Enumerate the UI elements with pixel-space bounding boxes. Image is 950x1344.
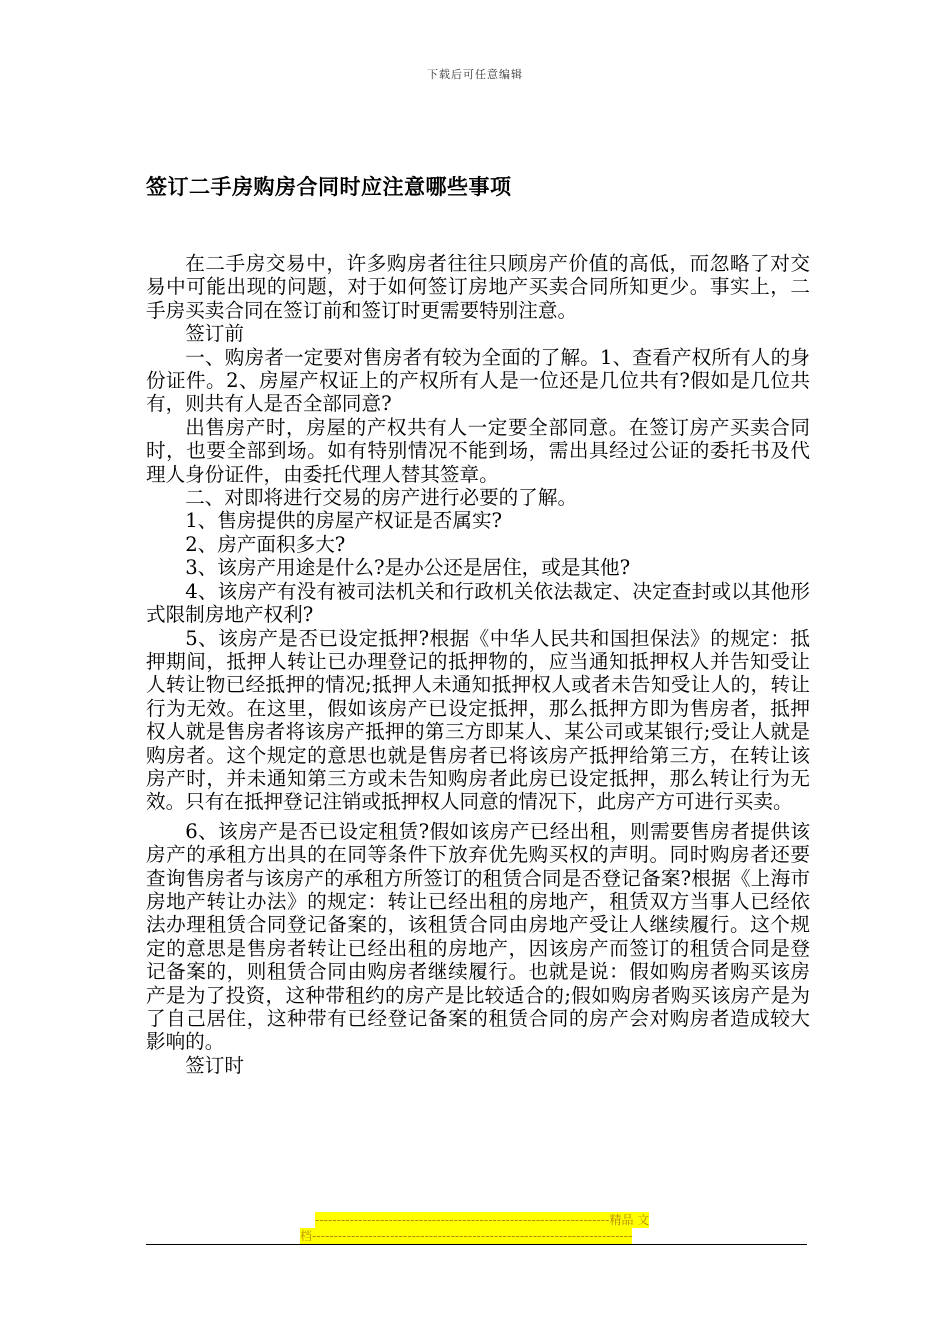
intro-paragraph: 在二手房交易中，许多购房者往往只顾房产价值的高低，而忽略了对交易中可能出现的问题，对于如何签订房地产买卖合同所知更少。事实上，二手房买卖合同在签订前和签订时更需要特别注意。 — [146, 252, 810, 322]
section-heading-when-signing: 签订时 — [185, 1053, 244, 1077]
document-title: 签订二手房购房合同时应注意哪些事项 — [146, 175, 512, 199]
list-item-certificate: 1、售房提供的房屋产权证是否属实? — [185, 509, 503, 533]
footer-divider — [146, 1244, 807, 1245]
document-body — [146, 252, 810, 1077]
footer-line-2: 档-------------------------------------------------------------------------- — [300, 1229, 633, 1243]
list-item-usage: 3、该房产用途是什么?是办公还是居住，或是其他? — [185, 556, 631, 580]
list-item-mortgage: 5、该房产是否已设定抵押?根据《中华人民共和国担保法》的规定：抵押期间，抵押人转让已办理登记的抵押物的，应当通知抵押权人并告知受让人转让物已经抵押的情况;抵押人未通知抵押权人或者未告知受让人的，转让行为无效。在这里，假如该房产已设定抵押，那么抵押方即为售房者，抵押权人就是售房者将该房产抵押的第三方即某人、某公司或某银行;受让人就是购房者。这个规定的意思也就是售房者已将该房产抵押给第三方，在转让该房产时，并未通知第三方或未告知购房者此房已设定抵押，那么转让行为无效。只有在抵押登记注销或抵押权人同意的情况下，此房产方可进行买卖。 — [146, 626, 810, 814]
section-heading-before-signing: 签订前 — [185, 322, 244, 346]
list-item-area: 2、房产面积多大? — [185, 532, 346, 556]
footer-line-1: --------------------------------------------------------------------精品 文 — [315, 1213, 650, 1227]
list-item-lease: 6、该房产是否已设定租赁?假如该房产已经出租，则需要售房者提供该房产的承租方出具的在同等条件下放弃优先购买权的声明。同时购房者还要查询售房者与该房产的承租方所签订的租赁合同是否登记备案?根据《上海市房地产转让办法》的规定：转让已经出租的房地产，租赁双方当事人已经依法办理租赁合同登记备案的，该租赁合同由房地产受让人继续履行。这个规定的意思是售房者转让已经出租的房地产，因该房产而签订的租赁合同是登记备案的，则租赁合同由购房者继续履行。也就是说：假如购房者购买该房产是为了投资，这种带租约的房产是比较适合的;假如购房者购买该房产是为了自己居住，这种带有已经登记备案的租赁合同的房产会对购房者造成较大影响的。 — [146, 819, 810, 1054]
page-header: 下载后可任意编辑 — [427, 68, 523, 81]
list-item-seizure: 4、该房产有没有被司法机关和行政机关依法裁定、决定查封或以其他形式限制房地产权利? — [146, 579, 810, 627]
paragraph-know-seller: 一、购房者一定要对售房者有较为全面的了解。1、查看产权所有人的身份证件。2、房屋产权证上的产权所有人是一位还是几位共有?假如是几位共有，则共有人是否全部同意? — [146, 345, 810, 416]
paragraph-co-owners: 出售房产时，房屋的产权共有人一定要全部同意。在签订房产买卖合同时，也要全部到场。如有特别情况不能到场，需出具经过公证的委托书及代理人身份证件，由委托代理人替其签章。 — [146, 415, 810, 486]
paragraph-know-property: 二、对即将进行交易的房产进行必要的了解。 — [185, 486, 578, 510]
